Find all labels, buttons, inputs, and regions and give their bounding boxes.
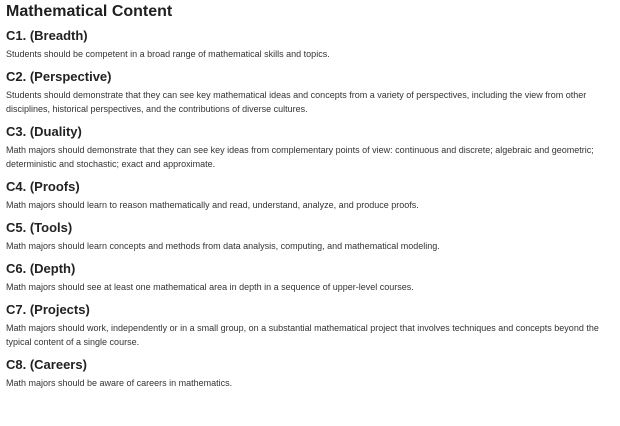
item-heading: C1. (Breadth) [6, 28, 88, 43]
item-heading: C7. (Projects) [6, 302, 90, 317]
list-item [6, 123, 614, 171]
item-text: Math majors should be aware of careers in mathematics. [6, 378, 233, 388]
list-item [6, 68, 614, 116]
list-item [6, 260, 614, 294]
item-text: Math majors should learn concepts and methods from data analysis, computing, and mathematical modeling. [6, 241, 440, 251]
item-text: Math majors should learn to reason mathematically and read, understand, analyze, and produce proofs. [6, 200, 419, 210]
item-heading: C8. (Careers) [6, 357, 87, 372]
item-heading: C2. (Perspective) [6, 69, 112, 84]
list-item [6, 356, 614, 390]
list-item [6, 301, 614, 349]
list-item [6, 27, 614, 61]
item-text: Math majors should see at least one mathematical area in depth in a sequence of upper-level courses. [6, 282, 414, 292]
item-text: Math majors should work, independently or in a small group, on a substantial mathematical project that involves techniques and concepts beyond the typical content of a single course. [6, 323, 599, 347]
item-heading: C6. (Depth) [6, 261, 76, 276]
list-item [6, 178, 614, 212]
page-title: Mathematical Content [6, 3, 173, 20]
item-text: Math majors should demonstrate that they can see key ideas from complementary points of view: continuous and discrete; algebraic and geometric; deterministic and stochastic; exact and approximate. [6, 145, 594, 169]
item-heading: C4. (Proofs) [6, 179, 80, 194]
item-heading: C5. (Tools) [6, 220, 73, 235]
item-text: Students should demonstrate that they can see key mathematical ideas and concepts from a variety of perspectives, including the view from other disciplines, historical perspectives, and the contributions of diverse cultures. [6, 90, 587, 114]
item-text: Students should be competent in a broad range of mathematical skills and topics. [6, 49, 330, 59]
list-item [6, 219, 614, 253]
item-heading: C3. (Duality) [6, 124, 82, 139]
